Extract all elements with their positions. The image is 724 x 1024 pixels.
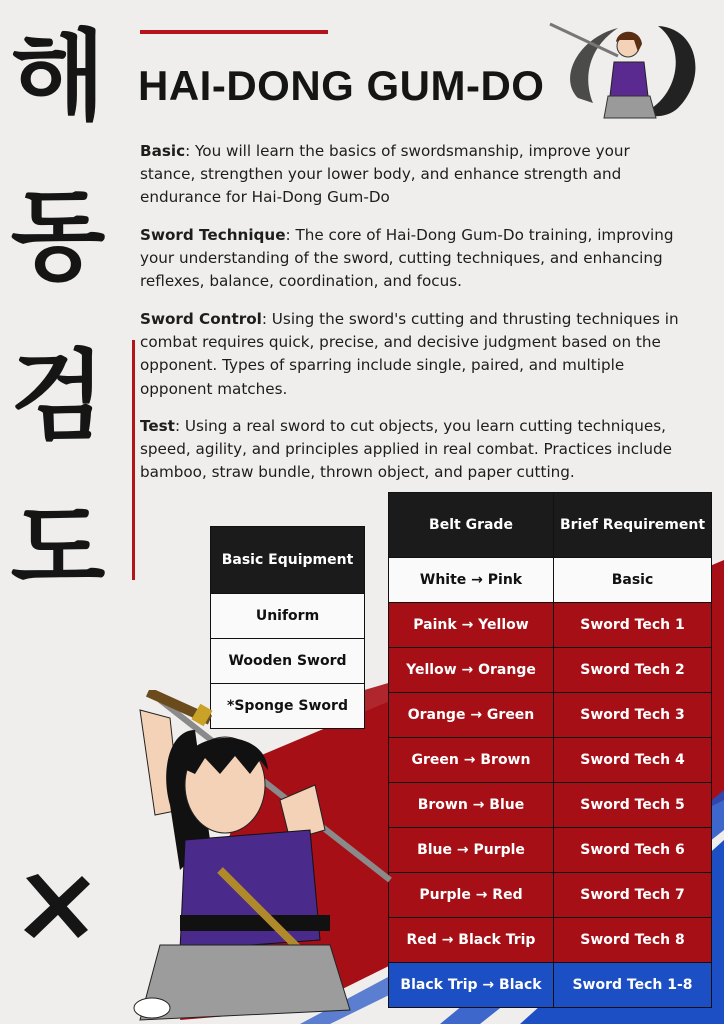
belt-grade-header: Belt Grade — [389, 493, 554, 558]
belt-grade-cell: Blue → Purple — [389, 828, 554, 873]
section-text: : Using a real sword to cut objects, you learn cutting techniques, speed, agility, and principles applied in real combat. Practices include bamboo, straw bundle, thrown object, and paper cutting. — [140, 417, 672, 482]
requirement-cell: Sword Tech 1 — [554, 603, 712, 648]
equipment-item: Uniform — [211, 594, 365, 639]
belt-grade-cell: Red → Black Trip — [389, 918, 554, 963]
section-text: : You will learn the basics of swordsmanship, improve your stance, strengthen your lower body, and enhance strength and endurance for Hai-Dong Gum-Do — [140, 142, 630, 207]
requirement-cell: Basic — [554, 558, 712, 603]
korean-char-3: 검 — [10, 340, 106, 454]
swordsman-illustration-bottom-icon — [100, 690, 400, 1024]
table-row — [389, 558, 712, 603]
table-row — [389, 828, 712, 873]
table-row — [389, 918, 712, 963]
requirement-cell: Sword Tech 6 — [554, 828, 712, 873]
brush-x-mark-icon — [20, 870, 92, 942]
belt-grade-cell: Yellow → Orange — [389, 648, 554, 693]
swordsman-illustration-top-icon — [548, 18, 706, 122]
section-test — [140, 415, 685, 485]
section-heading: Test — [140, 417, 175, 435]
requirement-cell: Sword Tech 1-8 — [554, 963, 712, 1008]
section-basic — [140, 140, 685, 210]
equipment-item: *Sponge Sword — [211, 684, 365, 729]
belt-table — [388, 492, 712, 1008]
table-row — [389, 783, 712, 828]
requirement-header: Brief Requirement — [554, 493, 712, 558]
equipment-header: Basic Equipment — [211, 527, 365, 594]
requirement-cell: Sword Tech 5 — [554, 783, 712, 828]
section-sword-technique — [140, 224, 685, 294]
belt-grade-cell: Purple → Red — [389, 873, 554, 918]
requirement-cell: Sword Tech 4 — [554, 738, 712, 783]
accent-line-top — [140, 30, 328, 34]
table-row — [389, 873, 712, 918]
section-heading: Sword Control — [140, 310, 262, 328]
requirement-cell: Sword Tech 3 — [554, 693, 712, 738]
page-title: HAI-DONG GUM-DO — [138, 62, 545, 109]
table-row — [389, 603, 712, 648]
belt-grade-cell: Black Trip → Black — [389, 963, 554, 1008]
belt-grade-cell: White → Pink — [389, 558, 554, 603]
table-row — [389, 648, 712, 693]
section-sword-control — [140, 308, 685, 401]
requirement-cell: Sword Tech 2 — [554, 648, 712, 693]
requirement-cell: Sword Tech 8 — [554, 918, 712, 963]
section-text: : The core of Hai-Dong Gum-Do training, improving your understanding of the sword, cutting techniques, and enhancing reflexes, balance, coordination, and focus. — [140, 226, 674, 291]
korean-char-2: 동 — [10, 180, 106, 294]
belt-grade-cell: Orange → Green — [389, 693, 554, 738]
korean-char-1: 해 — [10, 20, 106, 134]
requirement-cell: Sword Tech 7 — [554, 873, 712, 918]
table-row — [389, 693, 712, 738]
belt-grade-cell: Brown → Blue — [389, 783, 554, 828]
section-heading: Basic — [140, 142, 186, 160]
equipment-item: Wooden Sword — [211, 639, 365, 684]
table-row — [389, 963, 712, 1008]
korean-char-4: 도 — [10, 492, 106, 606]
section-heading: Sword Technique — [140, 226, 286, 244]
belt-grade-cell: Paink → Yellow — [389, 603, 554, 648]
belt-grade-cell: Green → Brown — [389, 738, 554, 783]
section-text: : Using the sword's cutting and thrusting techniques in combat requires quick, precise, and decisive judgment based on the opponent. Types of sparring include single, paired, and multiple opponent matches. — [140, 310, 679, 398]
table-row — [389, 738, 712, 783]
accent-line-side — [132, 340, 135, 580]
